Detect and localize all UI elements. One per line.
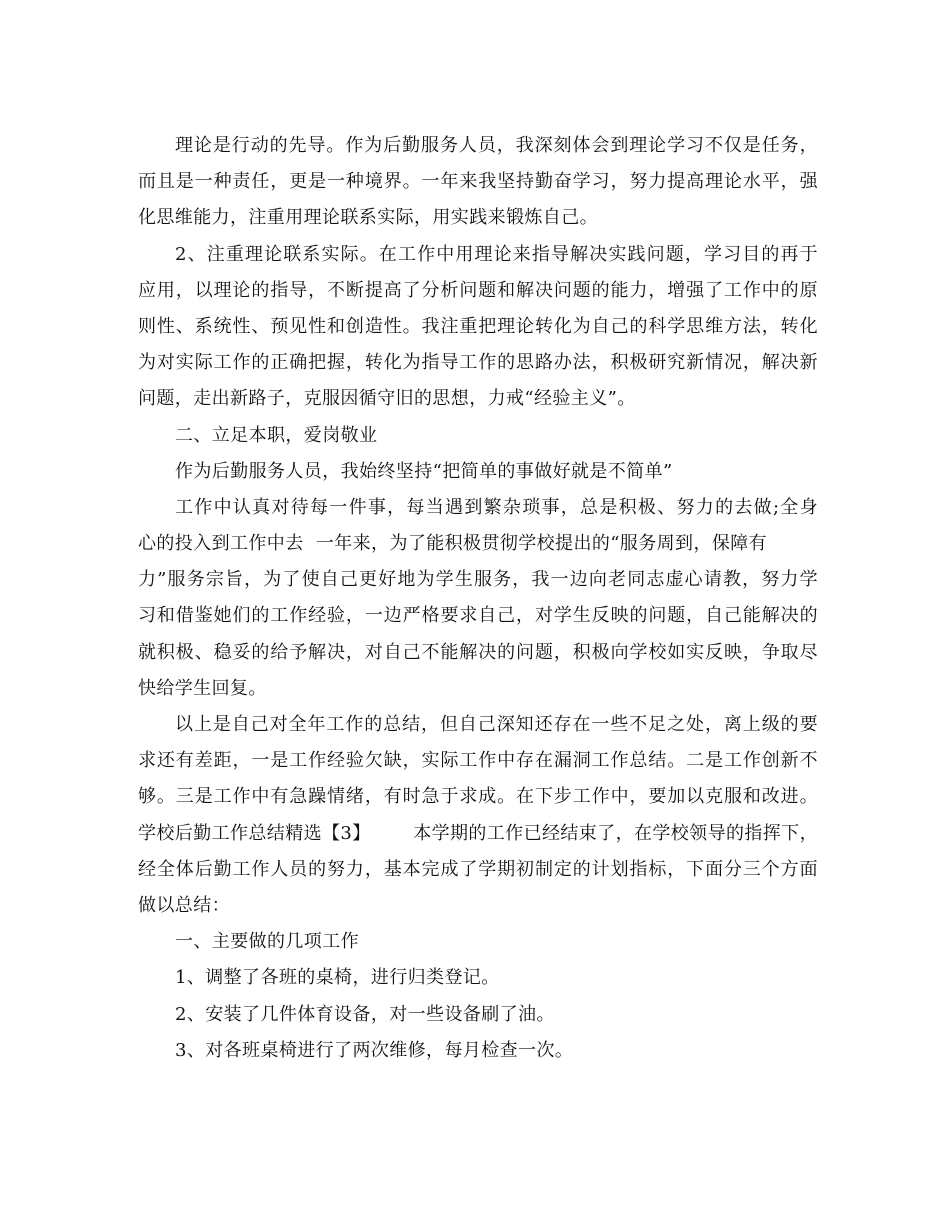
paragraph-line: 求还有差距，一是工作经验欠缺，实际工作中存在漏洞工作总结。二是工作创新不 [138, 750, 818, 772]
paragraph-line: 2、注重理论联系实际。在工作中用理论来指导解决实践问题，学习目的再于 [175, 243, 818, 265]
list-item: 3、对各班桌椅进行了两次维修，每月检查一次。 [175, 1039, 574, 1061]
paragraph-line: 化思维能力，注重用理论联系实际，用实践来锻炼自己。 [138, 207, 598, 229]
paragraph-line: 心的投入到工作中去 一年来，为了能积极贯彻学校提出的“服务周到，保障有 [138, 533, 768, 555]
paragraph-line: 经全体后勤工作人员的努力，基本完成了学期初制定的计划指标，下面分三个方面 [138, 858, 818, 880]
document-body [138, 128, 818, 1069]
paragraph-line: 作为后勤服务人员，我始终坚持“把简单的事做好就是不简单” [175, 460, 673, 482]
paragraph-line: 应用，以理论的指导，不断提高了分析问题和解决问题的能力，增强了工作中的原 [138, 279, 818, 301]
article-title: 学校后勤工作总结精选【3】 [138, 822, 371, 844]
paragraph-line: 而且是一种责任，更是一种境界。一年来我坚持勤奋学习，努力提高理论水平，强 [138, 171, 818, 193]
paragraph-line: 为对实际工作的正确把握，转化为指导工作的思路办法，积极研究新情况，解决新 [138, 352, 818, 374]
paragraph-line: 够。三是工作中有急躁情绪，有时急于求成。在下步工作中，要加以克服和改进。 [138, 786, 818, 808]
paragraph-line: 理论是行动的先导。作为后勤服务人员，我深刻体会到理论学习不仅是任务， [175, 135, 818, 156]
paragraph-line: 做以总结： [138, 894, 230, 916]
paragraph-line: 则性、系统性、预见性和创造性。我注重把理论转化为自己的科学思维方法，转化 [138, 315, 818, 337]
list-item: 2、安装了几件体育设备，对一些设备刷了油。 [175, 1003, 555, 1025]
paragraph-line: 力”服务宗旨，为了使自己更好地为学生服务，我一边向老同志虚心请教，努力学 [138, 569, 818, 591]
section-heading: 二、立足本职，爱岗敬业 [175, 424, 378, 446]
paragraph-line: 以上是自己对全年工作的总结，但自己深知还存在一些不足之处，离上级的要 [175, 714, 818, 735]
list-item: 1、调整了各班的桌椅，进行归类登记。 [175, 967, 500, 989]
paragraph-line: 工作中认真对待每一件事，每当遇到繁杂琐事，总是积极、努力的去做;全身 [175, 496, 818, 518]
section-heading: 一、主要做的几项工作 [175, 931, 359, 953]
paragraph-line: 就积极、稳妥的给予解决，对自己不能解决的问题，积极向学校如实反映，争取尽 [138, 641, 818, 663]
paragraph-line: 习和借鉴她们的工作经验，一边严格要求自己，对学生反映的问题，自己能解决的 [138, 605, 818, 627]
paragraph-line: 快给学生回复。 [138, 677, 267, 699]
paragraph-line: 问题，走出新路子，克服因循守旧的思想，力戒“经验主义”。 [138, 388, 636, 410]
article-intro: 本学期的工作已经结束了，在学校领导的指挥下， [413, 822, 818, 844]
paragraph-line [138, 816, 818, 852]
